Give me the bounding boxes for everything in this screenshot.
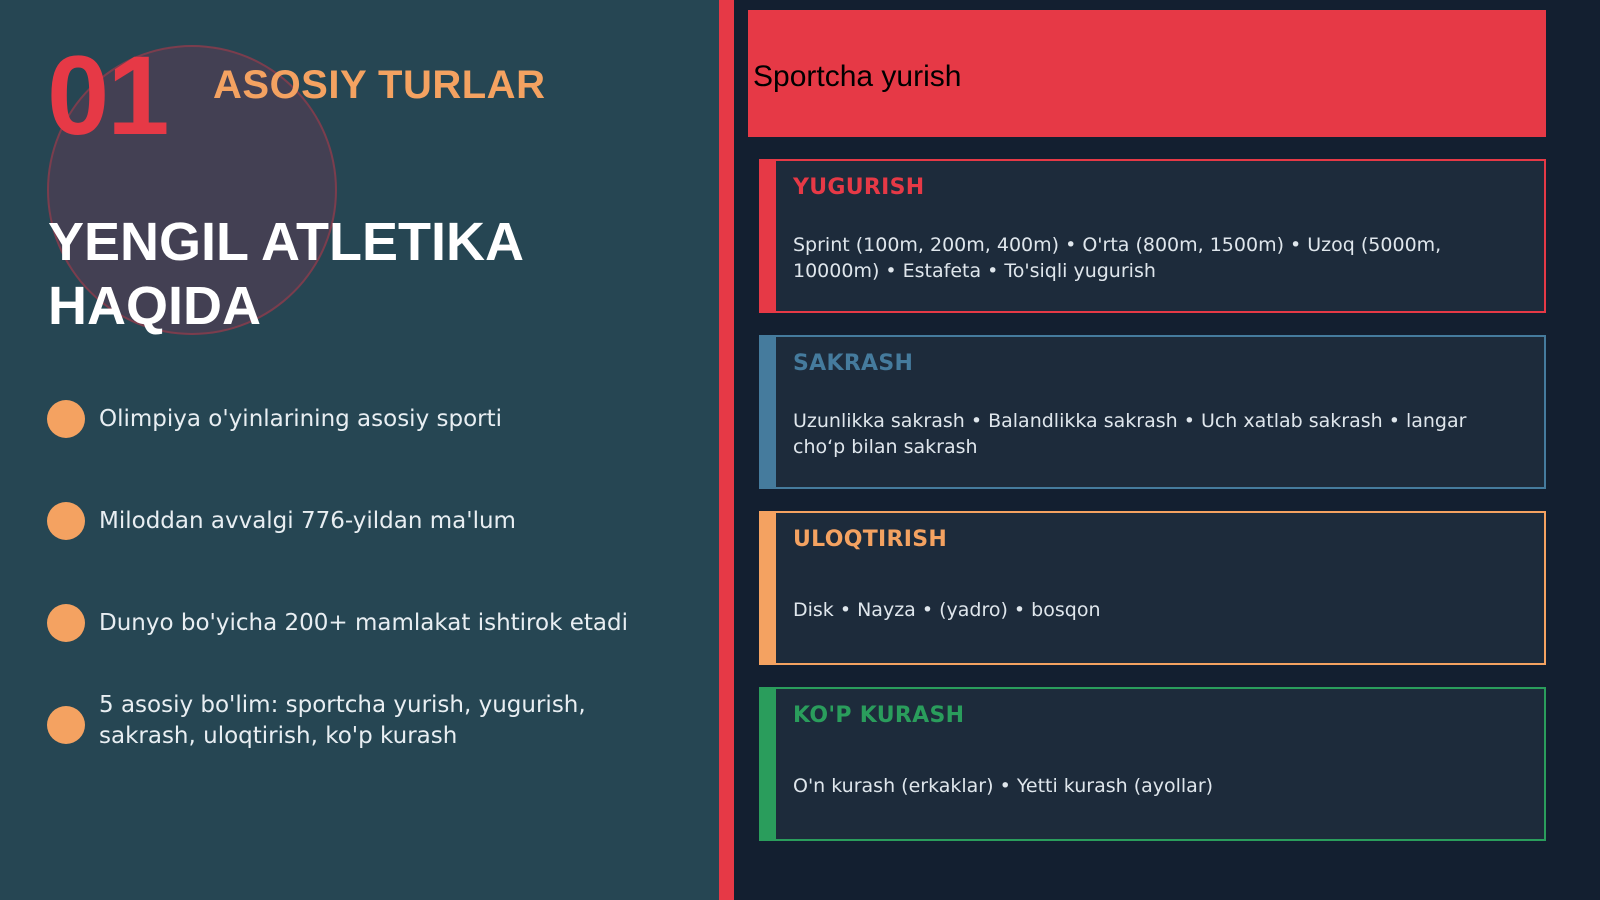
top-banner	[748, 10, 1546, 137]
card-uloqtirish	[759, 511, 1546, 665]
card-body: Sprint (100m, 200m, 400m) • O'rta (800m, 1500m) • Uzoq (5000m, 10000m) • Estafeta • To'siqli yugurish	[793, 234, 1442, 282]
card-body: Uzunlikka sakrash • Balandlikka sakrash • Uch xatlab sakrash • langar cho‘p bilan sakrash	[793, 410, 1467, 458]
bullet-dot-icon	[47, 706, 85, 744]
card-yugurish	[759, 159, 1546, 313]
card-kop-kurash	[759, 687, 1546, 841]
card-body: O'n kurash (erkaklar) • Yetti kurash (ayollar)	[793, 775, 1214, 797]
bullet-dot-icon	[47, 604, 85, 642]
bullet-dot-icon	[47, 502, 85, 540]
card-accent-bar	[759, 511, 776, 665]
card-accent-bar	[759, 335, 776, 489]
card-title: YUGURISH	[793, 175, 925, 200]
card-body: Disk • Nayza • (yadro) • bosqon	[793, 599, 1101, 621]
bullet-text: Miloddan avvalgi 776-yildan ma'lum	[99, 508, 516, 534]
left-panel	[0, 0, 719, 900]
bullet-text: Dunyo bo'yicha 200+ mamlakat ishtirok etadi	[99, 610, 628, 636]
card-accent-bar	[759, 687, 776, 841]
bullet-text: 5 asosiy bo'lim: sportcha yurish, yugurish, sakrash, uloqtirish, ko'p kurash	[99, 692, 586, 749]
section-label: ASOSIY TURLAR	[213, 63, 546, 107]
divider-bar	[719, 0, 734, 900]
card-accent-bar	[759, 159, 776, 313]
card-title: KO'P KURASH	[793, 703, 965, 728]
section-number: 01	[47, 33, 168, 158]
card-title: ULOQTIRISH	[793, 527, 948, 552]
page-title	[48, 210, 608, 338]
bullet-dot-icon	[47, 400, 85, 438]
title-line-2: HAQIDA	[48, 276, 261, 336]
bullet-text: Olimpiya o'yinlarining asosiy sporti	[99, 406, 503, 432]
title-line-1: YENGIL ATLETIKA	[48, 212, 525, 272]
card-sakrash	[759, 335, 1546, 489]
card-title: SAKRASH	[793, 351, 914, 376]
banner-text: Sportcha yurish	[753, 60, 962, 93]
